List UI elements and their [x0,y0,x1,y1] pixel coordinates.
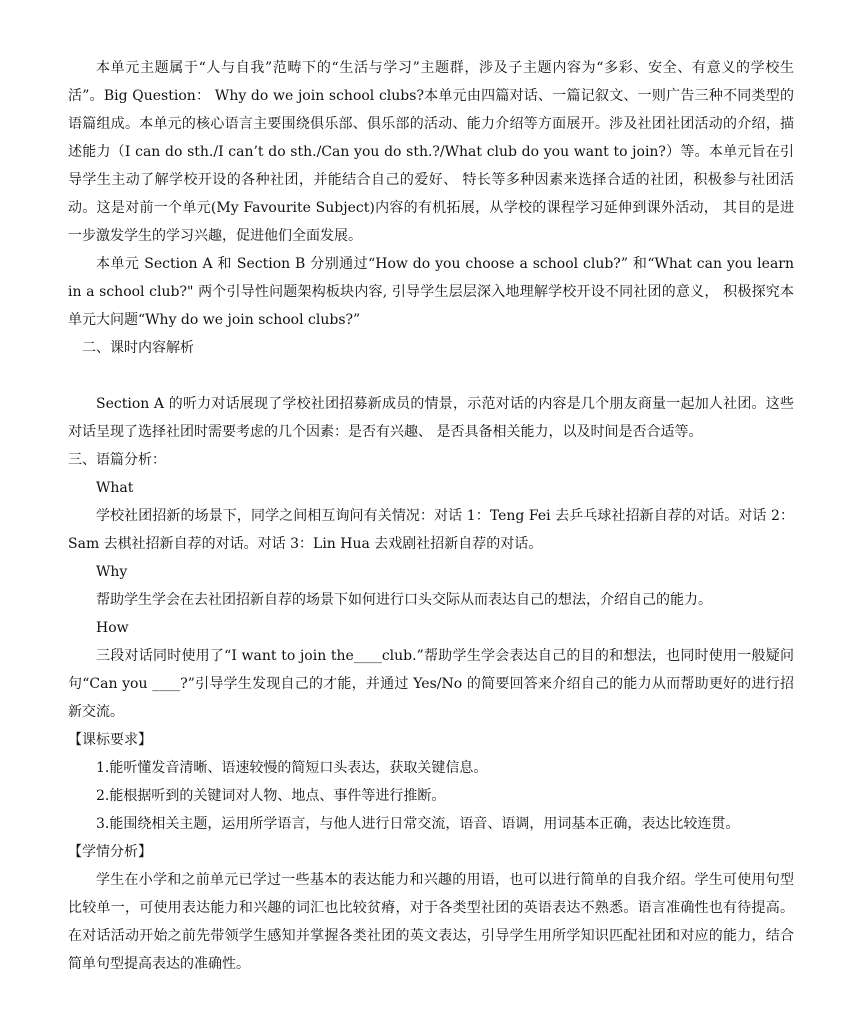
analysis-paragraph: 学生在小学和之前单元已学过一些基本的表达能力和兴趣的用语，也可以进行简单的自我介绍。学生可使用句型比较单一，可使用表达能力和兴趣的词汇也比较贫瘠，对于各类型社团的英语表达不熟悉。语言准确性也有待提高。在对话活动开始之前先带领学生感知并掌握各类社团的英文表达，引导学生用所学知识匹配社团和对应的能力，结合简单句型提高表达的准确性。 [68,872,794,972]
document-page [68,54,794,978]
what-paragraph: 学校社团招新的场景下，同学之间相互询问有关情况：对话 1：Teng Fei 去乒乓球社招新自荐的对话。对话 2：Sam 去棋社招新自荐的对话。对话 3：Lin Hua 去戏剧社招新自荐的对话。 [68,508,794,552]
spacer [68,362,794,390]
curriculum-item: 3.能围绕相关主题，运用所学语言，与他人进行日常交流，语音、语调，用词基本正确，表达比较连贯。 [96,816,740,832]
curriculum-item: 1.能听懂发音清晰、语速较慢的简短口头表达，获取关键信息。 [96,760,488,776]
intro-paragraph-2: 本单元 Section A 和 Section B 分别通过“How do you choose a school club?” 和“What can you learn in a school club?" 两个引导性问题架构板块内容, 引导学生层层深入地理解学校开设不同社团的意义， 积极探究本单元大问题“Why do we join school clubs?” [68,256,794,328]
how-label: How [96,620,129,636]
why-label: Why [96,564,128,580]
section2-heading: 二、课时内容解析 [82,340,194,356]
curriculum-heading: 【课标要求】 [68,732,152,748]
why-paragraph: 帮助学生学会在去社团招新自荐的场景下如何进行口头交际从而表达自己的想法，介绍自己的能力。 [96,592,712,608]
what-label: What [96,480,134,496]
analysis-heading: 【学情分析】 [68,844,152,860]
how-paragraph: 三段对话同时使用了“I want to join the____club.”帮助学生学会表达自己的目的和想法，也同时使用一般疑问句“Can you ____?”引导学生发现自己的才能，并通过 Yes/No 的简要回答来介绍自己的能力从而帮助更好的进行招新交流。 [68,648,794,720]
section3-heading: 三、语篇分析： [68,452,166,468]
intro-paragraph-1: 本单元主题属于“人与自我”范畴下的“生活与学习”主题群，涉及子主题内容为“多彩、安全、有意义的学校生活”。Big Question： Why do we join school clubs?本单元由四篇对话、一篇记叙文、一则广告三种不同类型的语篇组成。本单元的核心语言主要围绕俱乐部、俱乐部的活动、能力介绍等方面展开。涉及社团社团活动的介绍，描述能力（I can do sth./I can’t do sth./Can you do sth.?/What club do you want to join?）等。本单元旨在引导学生主动了解学校开设的各种社团，并能结合自己的爱好、 特长等多种因素来选择合适的社团，积极参与社团活动。这是对前一个单元(My Favourite Subject)内容的有机拓展，从学校的课程学习延伸到课外活动， 其目的是进一步激发学生的学习兴趣，促进他们全面发展。 [68,60,794,244]
curriculum-item: 2.能根据听到的关键词对人物、地点、事件等进行推断。 [96,788,446,804]
section2-paragraph: Section A 的听力对话展现了学校社团招募新成员的情景，示范对话的内容是几个朋友商量一起加人社团。这些对话呈现了选择社团时需要考虑的几个因素：是否有兴趣、 是否具备相关能力，以及时间是否合适等。 [68,396,794,440]
